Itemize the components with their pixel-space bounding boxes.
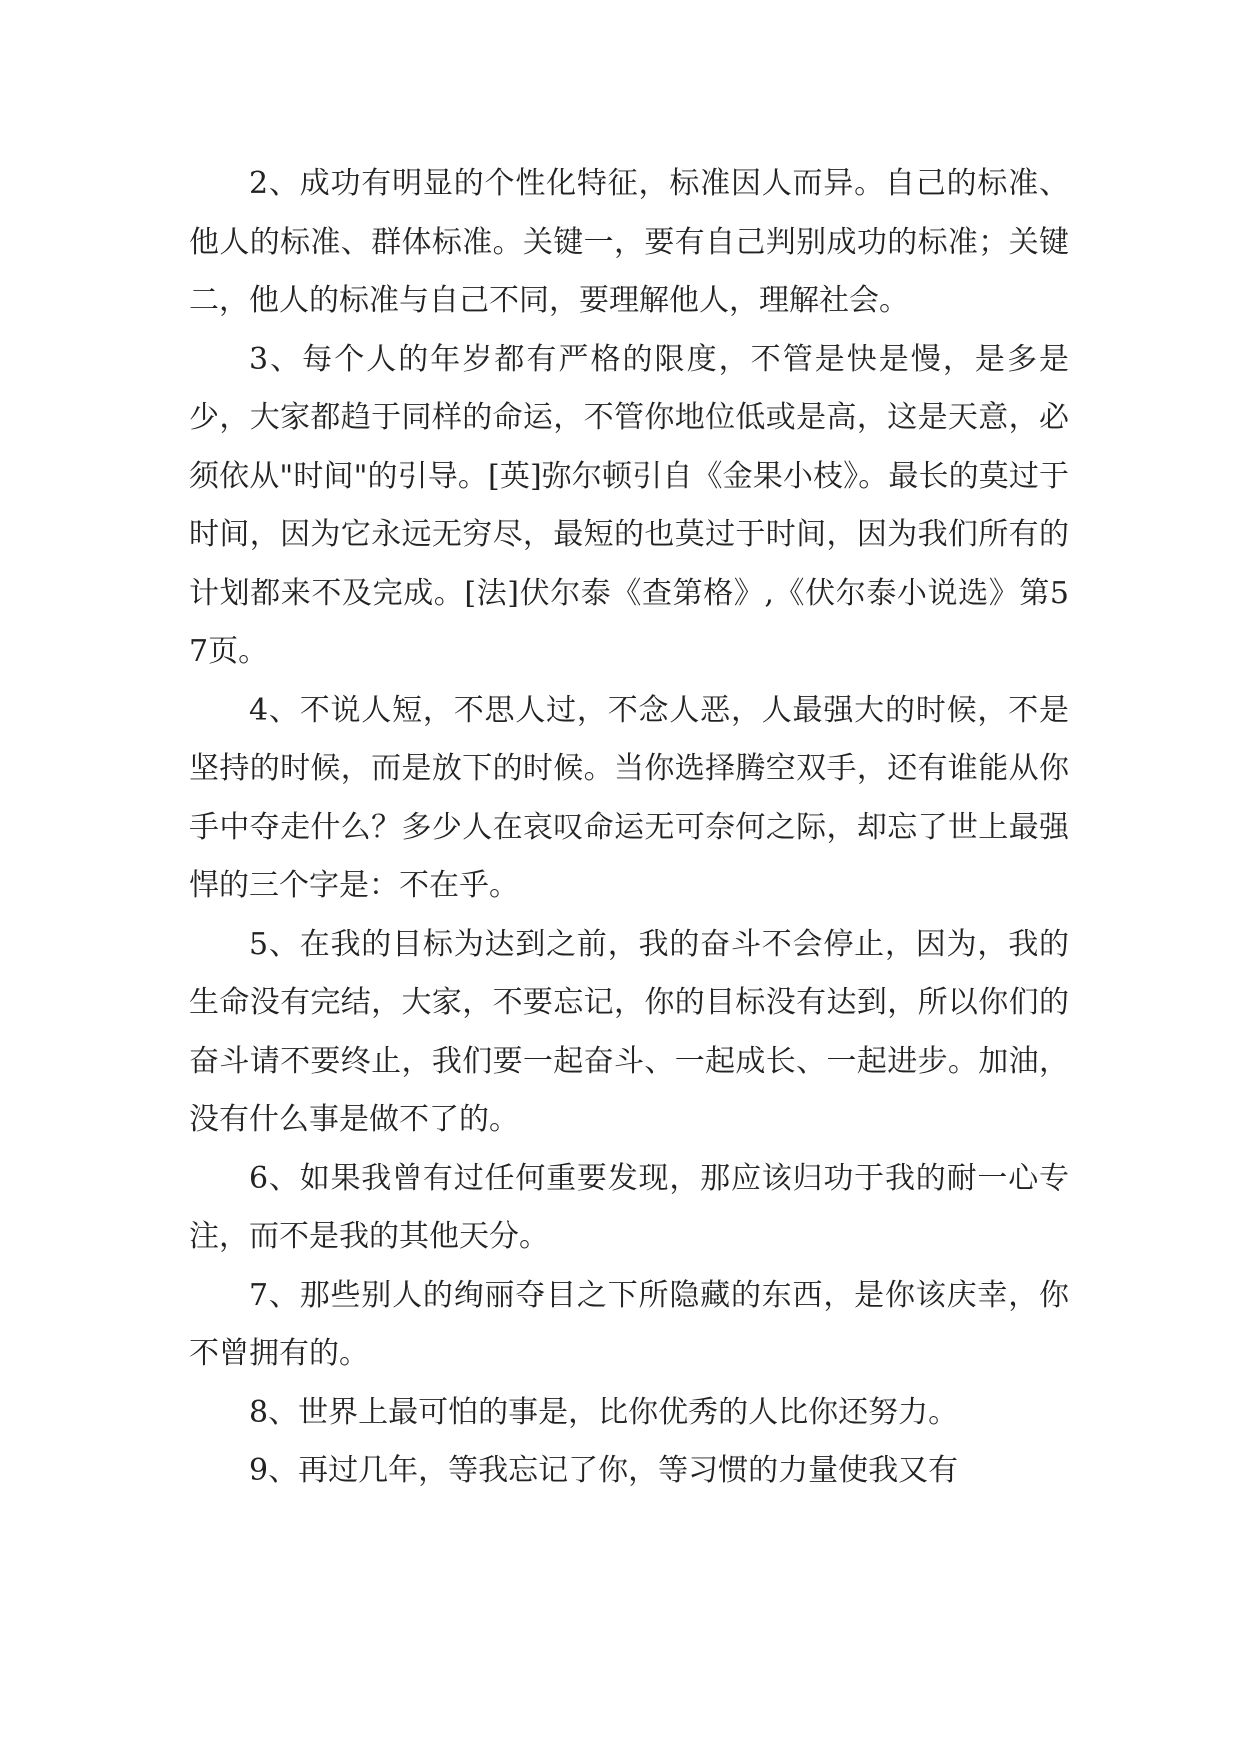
document-body: [189, 155, 1069, 1501]
paragraph-7: 7、那些别人的绚丽夺目之下所隐藏的东西，是你该庆幸，你不曾拥有的。: [189, 1277, 1069, 1371]
paragraph-5: 5、在我的目标为达到之前，我的奋斗不会停止，因为，我的生命没有完结，大家，不要忘记，你的目标没有达到，所以你们的奋斗请不要终止，我们要一起奋斗、一起成长、一起进步。加油，没有什么事是做不了的。: [189, 926, 1069, 1137]
paragraph-6: 6、如果我曾有过任何重要发现，那应该归功于我的耐一心专注，而不是我的其他天分。: [189, 1160, 1069, 1254]
paragraph-9: 9、再过几年，等我忘记了你，等习惯的力量使我又有: [249, 1453, 959, 1488]
paragraph-4: 4、不说人短，不思人过，不念人恶，人最强大的时候，不是坚持的时候，而是放下的时候。当你选择腾空双手，还有谁能从你手中夺走什么？多少人在哀叹命运无可奈何之际，却忘了世上最强悍的三个字是：不在乎。: [189, 692, 1069, 903]
paragraph-3: 3、每个人的年岁都有严格的限度，不管是快是慢，是多是少，大家都趋于同样的命运，不管你地位低或是高，这是天意，必须依从"时间"的引导。[英]弥尔顿引自《金果小枝》。最长的莫过于时间，因为它永远无穷尽，最短的也莫过于时间，因为我们所有的计划都来不及完成。[法]伏尔泰《查第格》,《伏尔泰小说选》第57页。: [189, 341, 1069, 669]
paragraph-8: 8、世界上最可怕的事是，比你优秀的人比你还努力。: [249, 1394, 959, 1430]
paragraph-2: 2、成功有明显的个性化特征，标准因人而异。自己的标准、他人的标准、群体标准。关键一，要有自己判别成功的标准；关键二，他人的标准与自己不同，要理解他人，理解社会。: [189, 166, 1069, 318]
